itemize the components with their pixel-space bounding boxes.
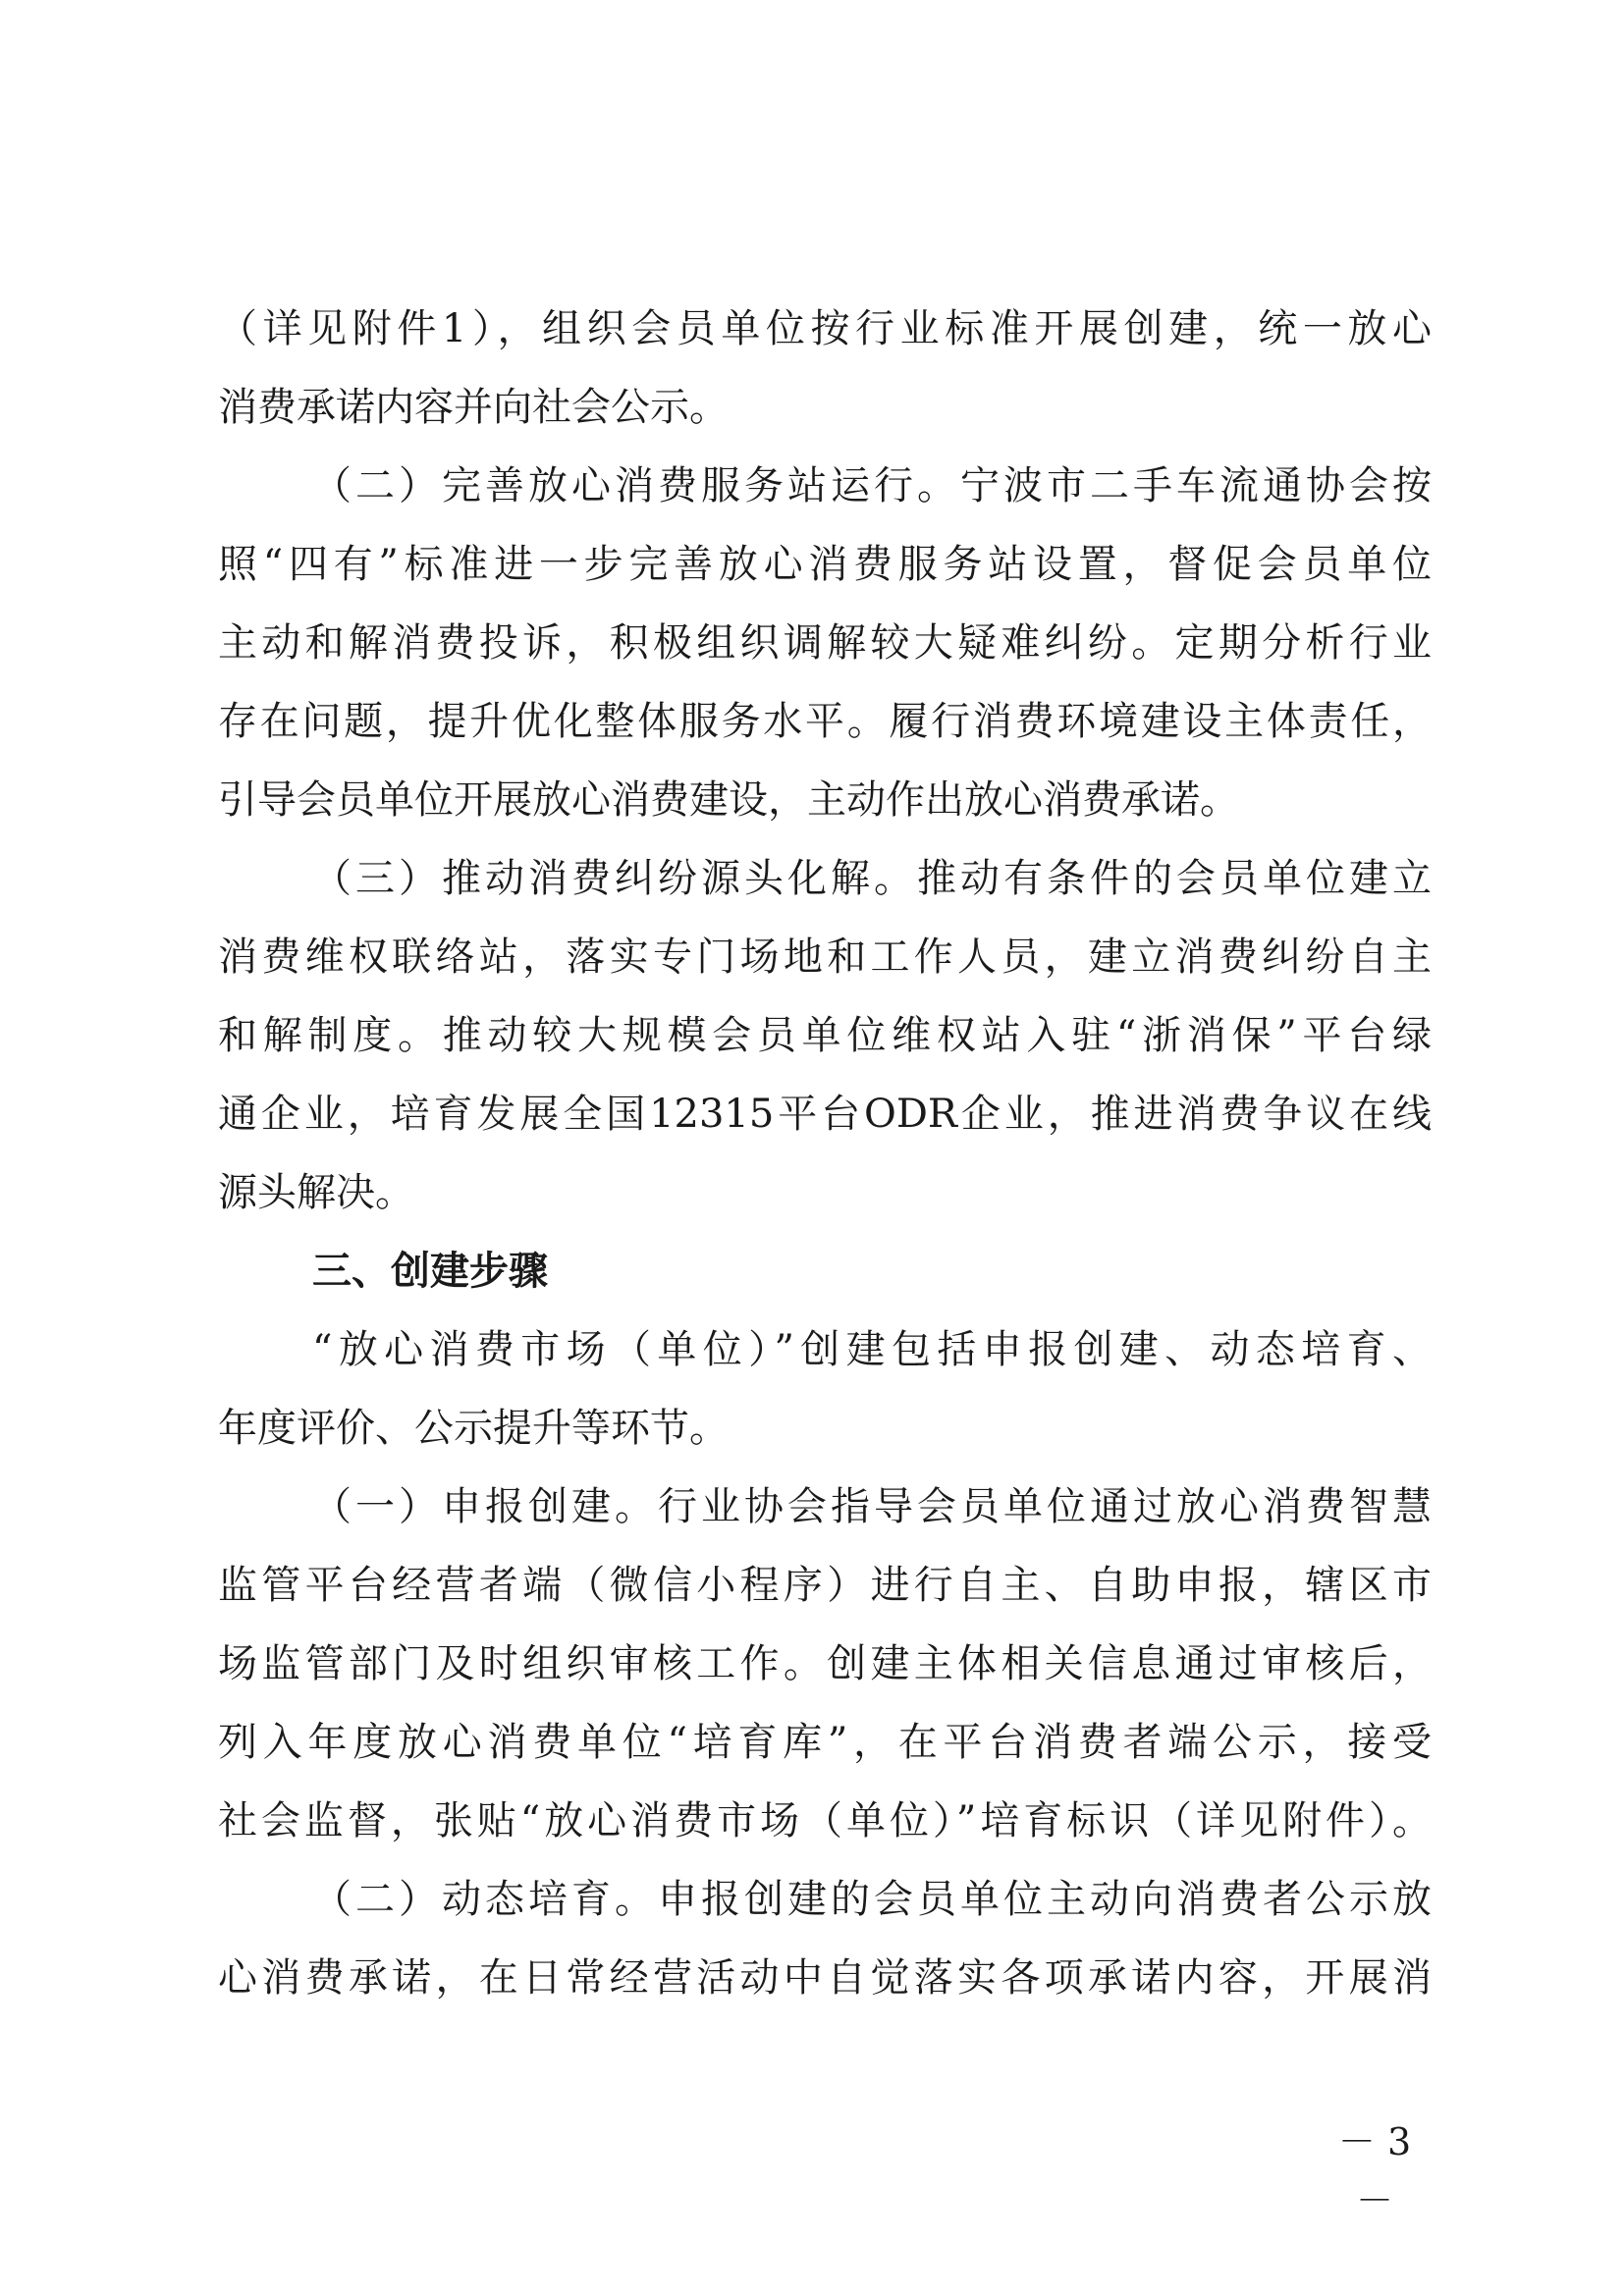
body-text-line: 通企业，培育发展全国12315平台ODR企业，推进消费争议在线: [218, 1092, 1432, 1137]
body-text-line: （详见附件1），组织会员单位按行业标准开展创建，统一放心: [218, 306, 1432, 351]
body-text-line: 监管平台经营者端（微信小程序）进行自主、自助申报，辖区市: [218, 1563, 1432, 1608]
body-text-line: 心消费承诺，在日常经营活动中自觉落实各项承诺内容，开展消: [218, 1955, 1432, 2001]
body-text-line: 社会监督，张贴“放心消费市场（单位）”培育标识（详见附件）。: [218, 1798, 1432, 1843]
body-text-line: 引导会员单位开展放心消费建设，主动作出放心消费承诺。: [218, 777, 1239, 823]
body-text-line: 年度评价、公示提升等环节。: [218, 1406, 729, 1451]
section-heading: 三、创建步骤: [312, 1249, 548, 1294]
page-number: － 3 －: [1337, 2120, 1412, 2222]
body-text-line: （二）完善放心消费服务站运行。宁波市二手车流通协会按: [312, 463, 1432, 508]
body-text-line: （二）动态培育。申报创建的会员单位主动向消费者公示放: [312, 1877, 1432, 1922]
body-text-line: 消费承诺内容并向社会公示。: [218, 385, 729, 430]
body-text-line: （一）申报创建。行业协会指导会员单位通过放心消费智慧: [312, 1484, 1432, 1529]
body-text-line: （三）推动消费纠纷源头化解。推动有条件的会员单位建立: [312, 856, 1432, 901]
body-text-line: 主动和解消费投诉，积极组织调解较大疑难纠纷。定期分析行业: [218, 620, 1432, 666]
body-text-line: 和解制度。推动较大规模会员单位维权站入驻“浙消保”平台绿: [218, 1013, 1432, 1058]
body-text-line: 照“四有”标准进一步完善放心消费服务站设置，督促会员单位: [218, 542, 1432, 587]
body-text-line: 存在问题，提升优化整体服务水平。履行消费环境建设主体责任，: [218, 699, 1432, 744]
body-text-line: 消费维权联络站，落实专门场地和工作人员，建立消费纠纷自主: [218, 934, 1432, 980]
body-text-line: 场监管部门及时组织审核工作。创建主体相关信息通过审核后，: [218, 1641, 1432, 1686]
body-text-line: 列入年度放心消费单位“培育库”，在平台消费者端公示，接受: [218, 1720, 1432, 1765]
body-text-line: “放心消费市场（单位）”创建包括申报创建、动态培育、: [312, 1327, 1432, 1372]
body-text-line: 源头解决。: [218, 1170, 414, 1215]
